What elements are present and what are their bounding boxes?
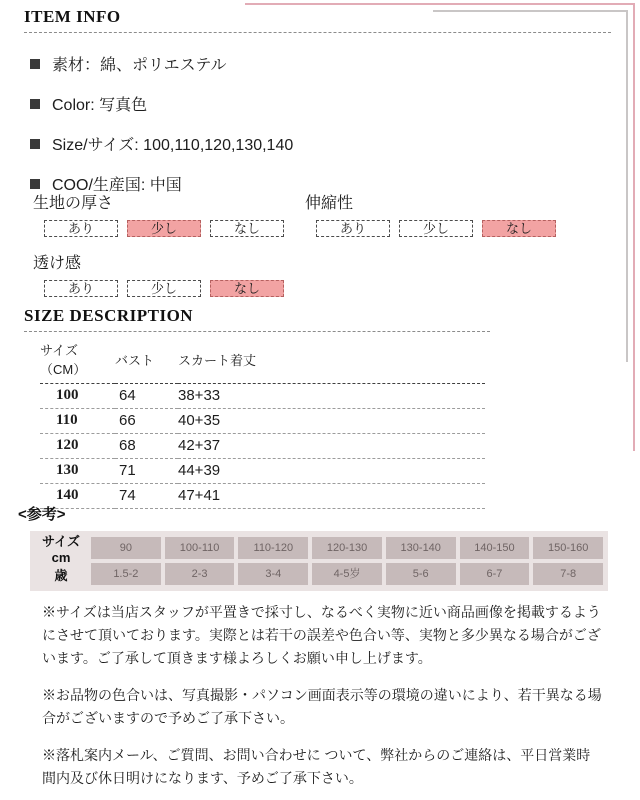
attr-option-thickness-nashi: なし bbox=[210, 220, 284, 237]
attr-option-sheer-sukoshi: 少し bbox=[127, 280, 201, 297]
bust-cell: 66 bbox=[115, 409, 178, 434]
spec-text-coo: COO/生産国: 中国 bbox=[52, 177, 182, 194]
decorative-frame-pink-right bbox=[633, 3, 635, 451]
size-table-row bbox=[40, 459, 485, 484]
decorative-frame-gray-right bbox=[626, 10, 628, 362]
size-table-row bbox=[40, 409, 485, 434]
attr-label-thickness: 生地の厚さ bbox=[33, 195, 114, 212]
note-paragraph-color: ※お品物の色合いは、写真撮影・パソコン画面表示等の環境の違いにより、若干異なる場合がございますので予めご了承下さい。 bbox=[42, 687, 602, 726]
bullet-square-icon bbox=[30, 179, 40, 189]
reference-size-row bbox=[33, 534, 605, 565]
spec-list bbox=[30, 52, 611, 195]
reference-age-cell: 4-5岁 bbox=[312, 563, 382, 585]
attr-option-thickness-ari: あり bbox=[44, 220, 118, 237]
bullet-square-icon bbox=[30, 99, 40, 109]
size-col-header: サイズ（CM） bbox=[40, 336, 115, 384]
skirt-cell: 47+41 bbox=[178, 484, 485, 509]
reference-age-cell: 2-3 bbox=[165, 563, 235, 585]
reference-size-row-header: サイズcm bbox=[42, 534, 80, 565]
spec-text-size: Size/サイズ: 100,110,120,130,140 bbox=[52, 137, 294, 154]
attr-group-thickness bbox=[33, 190, 305, 237]
reference-age-cell: 3-4 bbox=[238, 563, 308, 585]
bust-cell: 71 bbox=[115, 459, 178, 484]
spec-text-material: 素材：綿、ポリエステル bbox=[52, 57, 227, 74]
bust-col-header: バスト bbox=[115, 336, 178, 384]
size-cell: 120 bbox=[40, 434, 115, 459]
note-paragraph-sizing: ※サイズは当店スタッフが平置きで採寸し、なるべく実物に近い商品画像を掲載するようにさせて頂いております。実際とは若干の誤差や色合い等、実物と多少異なる場合がございます。ご了承して頂きます様よろしくお願い申し上げます。 bbox=[42, 604, 601, 666]
bust-cell: 74 bbox=[115, 484, 178, 509]
attr-option-stretch-nashi: なし bbox=[482, 220, 556, 237]
bullet-square-icon bbox=[30, 59, 40, 69]
reference-age-row bbox=[33, 561, 605, 587]
size-cell: 140 bbox=[40, 484, 115, 509]
attr-option-thickness-sukoshi: 少し bbox=[127, 220, 201, 237]
note-paragraph-contact: ※落札案内メール、ご質問、お問い合わせに ついて、弊社からのご連絡は、平日営業時間内及び休日明けになります、予めご了承下さい。 bbox=[42, 747, 591, 786]
disclaimer-notes bbox=[42, 601, 602, 800]
reference-section bbox=[18, 503, 610, 591]
skirt-col-header: スカート着丈 bbox=[178, 336, 485, 384]
reference-age-cell: 6-7 bbox=[460, 563, 530, 585]
spec-row-color bbox=[30, 92, 611, 115]
size-cell: 110 bbox=[40, 409, 115, 434]
attr-group-sheer bbox=[33, 250, 618, 297]
spec-row-size bbox=[30, 132, 611, 155]
item-info-section bbox=[24, 7, 611, 212]
reference-age-cell: 5-6 bbox=[386, 563, 456, 585]
attribute-section bbox=[33, 190, 618, 297]
size-cell: 100 bbox=[40, 384, 115, 409]
reference-table bbox=[30, 531, 608, 591]
decorative-frame-pink-top bbox=[245, 3, 635, 5]
skirt-cell: 38+33 bbox=[178, 384, 485, 409]
attr-option-stretch-ari: あり bbox=[316, 220, 390, 237]
reference-age-cell: 1.5-2 bbox=[91, 563, 161, 585]
attr-group-stretch bbox=[305, 190, 556, 237]
attr-label-sheer: 透け感 bbox=[33, 255, 82, 272]
reference-size-cell: 140-150 bbox=[460, 537, 530, 559]
skirt-cell: 44+39 bbox=[178, 459, 485, 484]
item-info-title: ITEM INFO bbox=[24, 7, 611, 33]
reference-size-cell: 110-120 bbox=[238, 537, 308, 559]
size-table bbox=[40, 336, 485, 509]
size-table-row bbox=[40, 434, 485, 459]
size-table-row bbox=[40, 384, 485, 409]
size-cell: 130 bbox=[40, 459, 115, 484]
skirt-cell: 40+35 bbox=[178, 409, 485, 434]
reference-age-cell: 7-8 bbox=[533, 563, 603, 585]
reference-size-cell: 90 bbox=[91, 537, 161, 559]
spec-row-material bbox=[30, 52, 611, 75]
attr-option-stretch-sukoshi: 少し bbox=[399, 220, 473, 237]
attr-option-sheer-nashi: なし bbox=[210, 280, 284, 297]
size-description-section bbox=[24, 306, 611, 509]
size-table-header-row bbox=[40, 336, 485, 384]
reference-size-cell: 130-140 bbox=[386, 537, 456, 559]
reference-age-row-header: 歳 bbox=[54, 567, 68, 583]
skirt-cell: 42+37 bbox=[178, 434, 485, 459]
spec-text-color: Color: 写真色 bbox=[52, 97, 148, 114]
reference-size-cell: 120-130 bbox=[312, 537, 382, 559]
bust-cell: 68 bbox=[115, 434, 178, 459]
reference-label: <参考> bbox=[18, 506, 66, 523]
attr-option-sheer-ari: あり bbox=[44, 280, 118, 297]
bust-cell: 64 bbox=[115, 384, 178, 409]
reference-size-cell: 100-110 bbox=[165, 537, 235, 559]
attr-label-stretch: 伸縮性 bbox=[305, 195, 354, 212]
size-description-title: SIZE DESCRIPTION bbox=[24, 306, 490, 332]
reference-size-cell: 150-160 bbox=[533, 537, 603, 559]
bullet-square-icon bbox=[30, 139, 40, 149]
